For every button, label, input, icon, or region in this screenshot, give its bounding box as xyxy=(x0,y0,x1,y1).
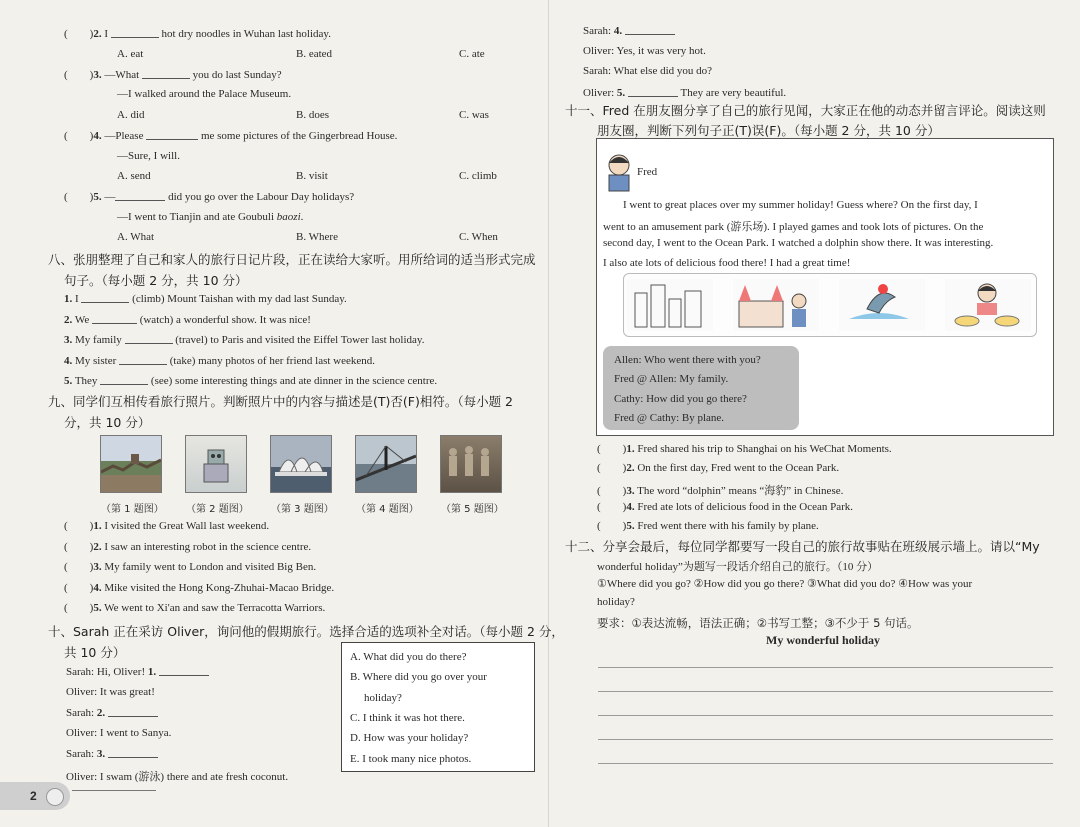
writing-hints: ①Where did you go? ②How did you go there? ③What did you do? ④How was your xyxy=(597,578,973,590)
section-10-title: 十、Sarah 正在采访 Oliver，询问他的假期旅行。选择合适的选项补全对话。（每小题 2 分， xyxy=(48,624,564,639)
castle-icon xyxy=(733,279,819,331)
question-3: ( )3. —What you do last Sunday? xyxy=(64,69,282,81)
photo-caption-5: （第 5 题图） xyxy=(441,504,504,515)
terracotta-warriors-icon xyxy=(441,436,501,492)
option-c: C. When xyxy=(459,231,498,243)
item-number: 2. xyxy=(96,707,106,719)
true-false-item: ( )3. My family went to London and visited Big Ben. xyxy=(64,561,317,573)
item-number: 1. xyxy=(64,293,73,305)
speaker: Sarah: xyxy=(66,666,95,678)
essay-heading: My wonderful holiday xyxy=(766,633,881,647)
option-a: A. send xyxy=(117,170,151,182)
fill-in-item: 1. I (climb) Mount Taishan with my dad last Sunday. xyxy=(64,293,347,305)
passage-line: I also ate lots of delicious food there! I had a great time! xyxy=(603,256,851,269)
section-10-subtitle: 共 10 分） xyxy=(64,645,126,660)
item-number: 1. xyxy=(626,443,635,455)
true-false-item: ( )2. On the first day, Fred went to the Ocean Park. xyxy=(597,462,840,475)
true-false-item: ( )4. Fred ate lots of delicious food in the Ocean Park. xyxy=(597,500,854,513)
opera-house-icon xyxy=(271,436,331,492)
section-12-title: 十二、分享会最后，每位同学都要写一段自己的旅行故事贴在班级展示墙上。请以“My xyxy=(565,539,1040,554)
section-12-subtitle: wonderful holiday”为题写一段话介绍自己的旅行。（10 分） xyxy=(597,561,879,573)
answer-blank[interactable] xyxy=(119,354,167,365)
writing-line[interactable] xyxy=(598,763,1053,764)
dialogue-line xyxy=(583,24,675,37)
dialogue-line xyxy=(66,747,158,760)
option-b: B. eated xyxy=(296,48,333,60)
answer-blank[interactable] xyxy=(81,292,129,303)
item-number: 1. xyxy=(147,666,157,678)
answer-blank[interactable] xyxy=(115,190,165,201)
great-wall-icon xyxy=(101,436,161,492)
question-5: ( )5. — did you go over the Labour Day holidays? xyxy=(64,191,355,203)
city-picture xyxy=(627,279,713,331)
fill-in-item: 5. They (see) some interesting things and ate dinner in the science centre. xyxy=(64,375,438,387)
bridge-icon xyxy=(356,436,416,492)
true-false-item: ( )4. Mike visited the Hong Kong-Zhuhai-Macao Bridge. xyxy=(64,581,335,594)
option-a: A. eat xyxy=(117,48,144,60)
passage-line: second day, I went to the Ocean Park. I watched a dolphin show there. It was interesting. xyxy=(603,237,994,250)
answer-blank[interactable] xyxy=(625,24,675,35)
dialogue-line: Sarah: Hi, Oliver! 1. xyxy=(66,665,209,678)
answer-blank[interactable] xyxy=(111,27,159,38)
page-gutter xyxy=(548,0,549,827)
answer-blank[interactable] xyxy=(146,129,198,140)
section-11-title: 十一、Fred 在朋友圈分享了自己的旅行见闻，大家正在他的动态并留言评论。阅读这则 xyxy=(565,103,1046,118)
writing-requirements: 要求：①表达流畅，语法正确；②书写工整；③不少于 5 句话。 xyxy=(597,616,919,630)
fill-in-item: 4. My sister (take) many photos of her friend last weekend. xyxy=(64,354,376,367)
post-author: Fred xyxy=(637,166,658,178)
option-item: C. I think it was hot there. xyxy=(350,711,465,724)
item-number: 5. xyxy=(626,520,635,533)
comment-line: Allen: Who went there with you? xyxy=(614,354,761,366)
comment-line: Cathy: How did you go there? xyxy=(614,392,747,405)
answer-blank[interactable] xyxy=(100,374,148,385)
speaker: Sarah: xyxy=(583,25,612,37)
speaker: Sarah: xyxy=(583,65,612,77)
fred-avatar-icon xyxy=(601,151,637,193)
question-2: ( )2. I hot dry noodles in Wuhan last holiday. xyxy=(64,28,331,40)
passage-line: I went to great places over my summer holiday! Guess where? On the first day, I xyxy=(623,199,978,211)
fill-in-item: 3. My family (travel) to Paris and visited the Eiffel Tower last holiday. xyxy=(64,334,425,346)
item-number: 2. xyxy=(64,313,73,326)
writing-line[interactable] xyxy=(598,715,1053,716)
city-icon xyxy=(627,279,713,331)
reply-line: —I went to Tianjin and ate Goubuli baozi. xyxy=(117,211,304,223)
dialogue-line: Oliver: It was great! xyxy=(66,685,155,698)
eating-picture xyxy=(945,279,1031,331)
item-number: 3. xyxy=(96,748,106,760)
dialogue-line xyxy=(66,706,158,719)
answer-blank[interactable] xyxy=(125,333,173,344)
page-number: 2 xyxy=(30,789,37,803)
true-false-item: ( )2. I saw an interesting robot in the science centre. xyxy=(64,540,312,553)
passage-line: went to an amusement park (游乐场). I played games and took lots of pictures. On the xyxy=(603,221,984,234)
speaker: Oliver: xyxy=(583,86,615,99)
option-c: C. was xyxy=(459,109,489,121)
section-9-title: 九、同学们互相传看旅行照片。判断照片中的内容与描述是(T)否(F)相符。（每小题 2 xyxy=(48,394,514,409)
reply-line: —Sure, I will. xyxy=(117,150,180,162)
photo-caption-2: （第 2 题图） xyxy=(186,504,249,515)
photo-terracotta-warriors xyxy=(440,435,502,493)
option-item: holiday? xyxy=(364,691,402,704)
dolphin-picture xyxy=(839,279,925,331)
option-c: C. climb xyxy=(459,170,497,182)
fill-in-item: 2. We (watch) a wonderful show. It was nice! xyxy=(64,313,311,326)
speaker: Sarah: xyxy=(66,748,95,760)
item-number: 4. xyxy=(613,25,623,37)
section-8-subtitle: 句子。（每小题 2 分，共 10 分） xyxy=(64,273,248,288)
answer-blank[interactable] xyxy=(92,313,137,324)
answer-blank[interactable] xyxy=(628,86,678,97)
option-item: A. What did you do there? xyxy=(350,651,467,663)
page-rule xyxy=(72,790,156,791)
comment-line: Fred @ Cathy: By plane. xyxy=(614,411,725,424)
dialogue-line: Oliver: 5. They are very beautiful. xyxy=(583,86,787,99)
photo-caption-4: （第 4 题图） xyxy=(356,504,419,515)
true-false-item: ( )5. Fred went there with his family by plane. xyxy=(597,520,819,533)
writing-line[interactable] xyxy=(598,739,1053,740)
robot-icon xyxy=(186,436,246,492)
answer-blank[interactable] xyxy=(108,706,158,717)
option-a: A. What xyxy=(117,231,155,243)
photo-bridge xyxy=(355,435,417,493)
option-item: E. I took many nice photos. xyxy=(350,752,472,765)
answer-blank[interactable] xyxy=(108,747,158,758)
item-number: 5. xyxy=(64,375,73,387)
page-icon xyxy=(46,788,64,806)
speaker: Oliver: xyxy=(66,726,98,739)
item-number: 3. xyxy=(93,561,102,573)
amusement-park-picture xyxy=(733,279,819,331)
dialogue-line: Oliver: I went to Sanya. xyxy=(66,726,172,739)
dialogue-line: Oliver: Yes, it was very hot. xyxy=(583,44,706,57)
option-item: D. How was your holiday? xyxy=(350,732,469,745)
photo-caption-3: （第 3 题图） xyxy=(271,504,334,515)
answer-blank[interactable] xyxy=(142,68,190,79)
dialogue-line: Oliver: I swam (游泳) there and ate fresh coconut. xyxy=(66,770,289,783)
item-number: 4. xyxy=(64,354,73,367)
reply-line: —I walked around the Palace Museum. xyxy=(117,88,292,100)
true-false-item: ( )1. Fred shared his trip to Shanghai on his WeChat Moments. xyxy=(597,443,892,455)
speaker: Sarah: xyxy=(66,707,95,719)
item-number: 5. xyxy=(616,86,626,99)
true-false-item: ( )1. I visited the Great Wall last weekend. xyxy=(64,520,270,532)
option-b: B. visit xyxy=(296,170,328,182)
boy-eating-icon xyxy=(945,279,1031,331)
item-number: 5. xyxy=(93,602,102,614)
item-number: 4. xyxy=(626,500,635,513)
photo-great-wall xyxy=(100,435,162,493)
photo-opera-house xyxy=(270,435,332,493)
section-8-title: 八、张朋整理了自己和家人的旅行日记片段，正在读给大家听。用所给词的适当形式完成 xyxy=(48,252,536,267)
option-a: A. did xyxy=(117,109,145,121)
true-false-item: ( )5. We went to Xi'an and saw the Terracotta Warriors. xyxy=(64,602,326,614)
writing-hints-cont: holiday? xyxy=(597,596,635,608)
option-item: B. Where did you go over your xyxy=(350,671,487,684)
speaker: Oliver: xyxy=(583,44,615,57)
photo-science-centre xyxy=(185,435,247,493)
section-9-subtitle: 分，共 10 分） xyxy=(64,415,151,430)
question-number: 2. xyxy=(93,28,102,40)
item-number: 3. xyxy=(626,484,635,497)
item-number: 4. xyxy=(93,581,102,594)
photo-caption-1: （第 1 题图） xyxy=(101,504,164,515)
page-number-tab xyxy=(0,782,70,810)
options-box xyxy=(341,642,535,772)
speaker: Oliver: xyxy=(66,770,98,783)
option-b: B. does xyxy=(296,109,329,121)
answer-blank[interactable] xyxy=(159,665,209,676)
option-b: B. Where xyxy=(296,231,338,243)
item-number: 1. xyxy=(93,520,102,532)
option-c: C. ate xyxy=(459,48,485,60)
section-11-subtitle: 朋友圈，判断下列句子正(T)误(F)。（每小题 2 分，共 10 分） xyxy=(597,123,940,138)
writing-line[interactable] xyxy=(598,667,1053,668)
item-number: 3. xyxy=(64,334,73,346)
dialogue-line: Sarah: What else did you do? xyxy=(583,65,713,77)
item-number: 2. xyxy=(626,462,635,475)
dolphin-icon xyxy=(839,279,925,331)
comment-line: Fred @ Allen: My family. xyxy=(614,373,729,386)
writing-line[interactable] xyxy=(598,691,1053,692)
item-number: 2. xyxy=(93,540,102,553)
speaker: Oliver: xyxy=(66,685,98,698)
question-4: ( )4. —Please me some pictures of the Gingerbread House. xyxy=(64,130,398,142)
true-false-item: ( )3. The word “dolphin” means “海豹” in Chinese. xyxy=(597,484,844,497)
